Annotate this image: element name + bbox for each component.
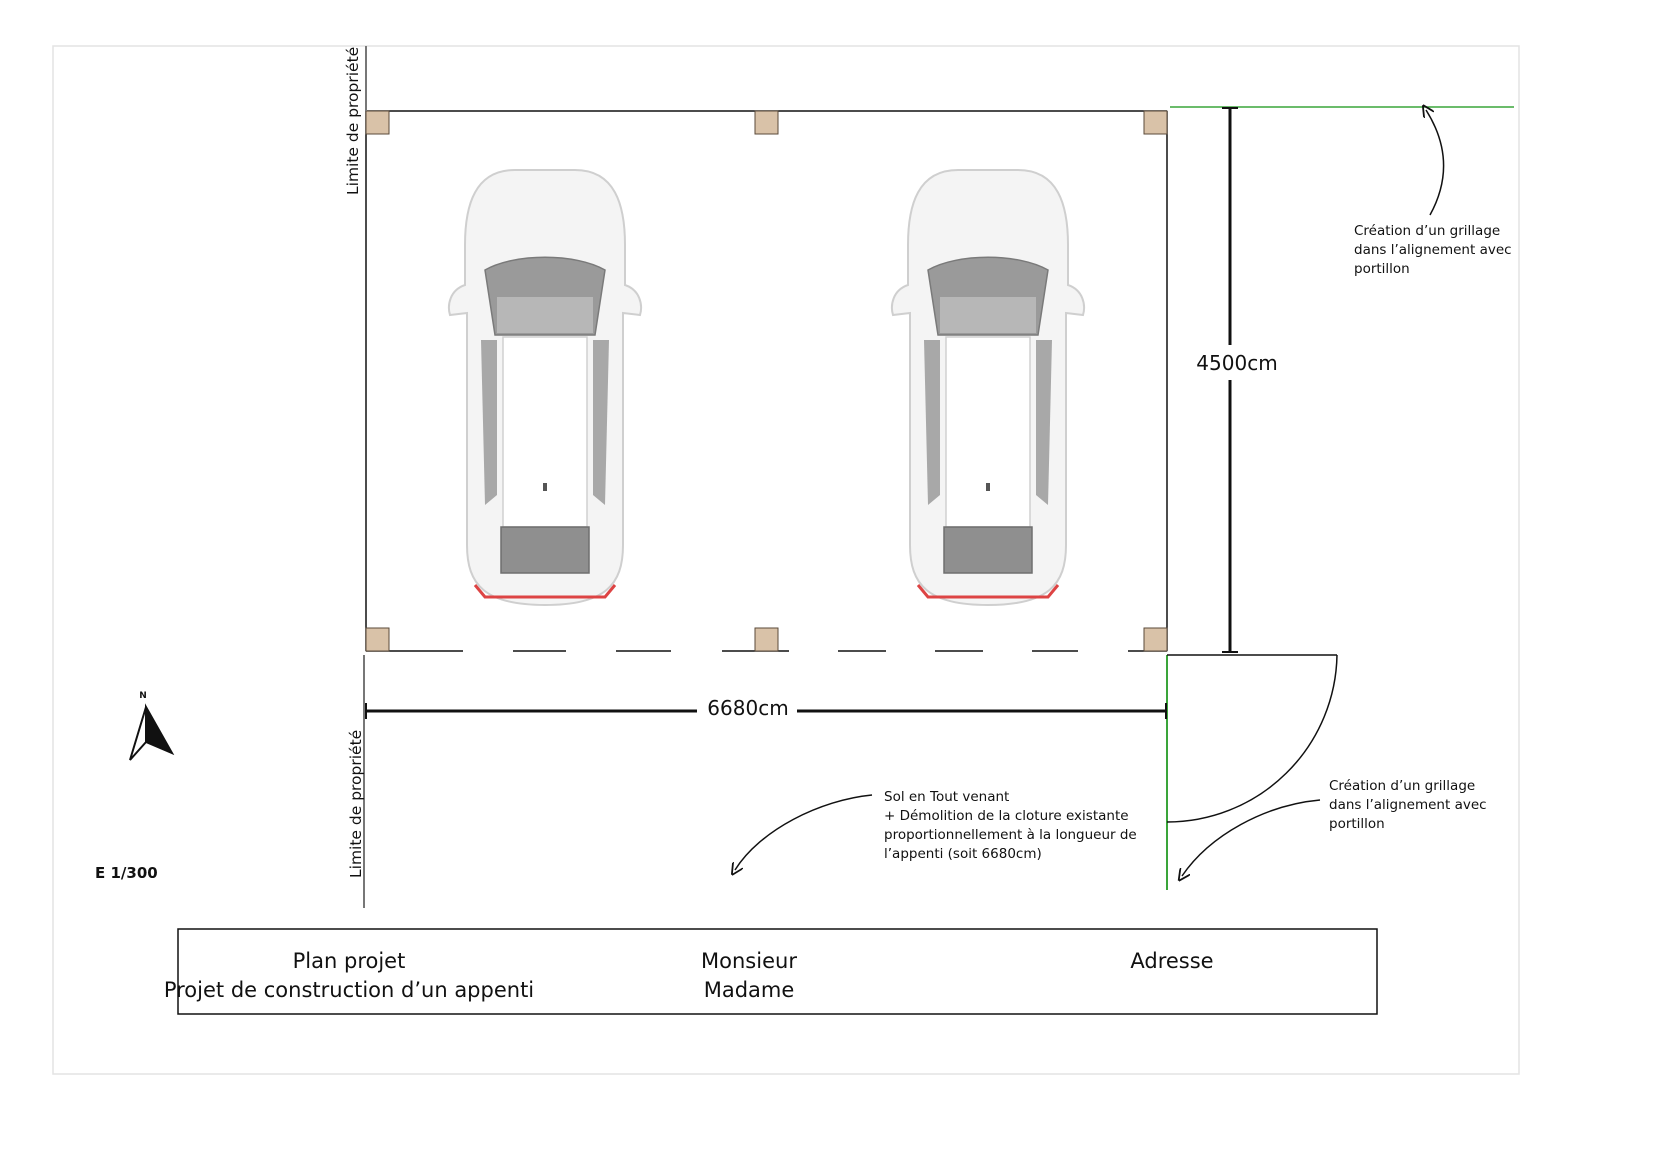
gate-swing <box>1167 655 1337 822</box>
scale-label: E 1/300 <box>95 864 158 882</box>
leader-arrow-fence-bottom <box>1182 800 1320 876</box>
leader-arrow-fence-top <box>1426 110 1444 215</box>
north-arrow-icon <box>130 707 172 760</box>
post <box>755 628 778 651</box>
post <box>755 111 778 134</box>
dimension-height-label: 4500cm <box>1196 351 1278 375</box>
post <box>1144 111 1167 134</box>
note-fence-bottom: Création d’un grillage dans l’alignement avec portillon <box>1329 778 1487 832</box>
post <box>366 111 389 134</box>
owner-line1: Monsieur <box>701 949 797 973</box>
sheet-frame <box>53 46 1519 1074</box>
dimension-width-label: 6680cm <box>707 696 789 720</box>
note-fence-top: Création d’un grillage dans l’alignement avec portillon <box>1354 223 1512 277</box>
north-label: N <box>139 691 147 701</box>
address-label: Adresse <box>1130 949 1214 973</box>
note-ground: Sol en Tout venant + Démolition de la cloture existante proportionnellement à la longueur de l’appenti (soit 6680cm) <box>884 789 1137 862</box>
title-plan: Plan projet <box>292 949 406 973</box>
car-left <box>449 170 641 605</box>
post <box>1144 628 1167 651</box>
post <box>366 628 389 651</box>
owner-line2: Madame <box>703 978 795 1002</box>
car-right <box>892 170 1084 605</box>
property-limit-label-bottom: Limite de propriété <box>347 729 365 878</box>
property-limit-label-top: Limite de propriété <box>344 46 362 195</box>
leader-arrow-ground <box>735 795 872 870</box>
title-subtitle: Projet de construction d’un appenti <box>163 978 535 1002</box>
dimension-height <box>1222 108 1238 652</box>
